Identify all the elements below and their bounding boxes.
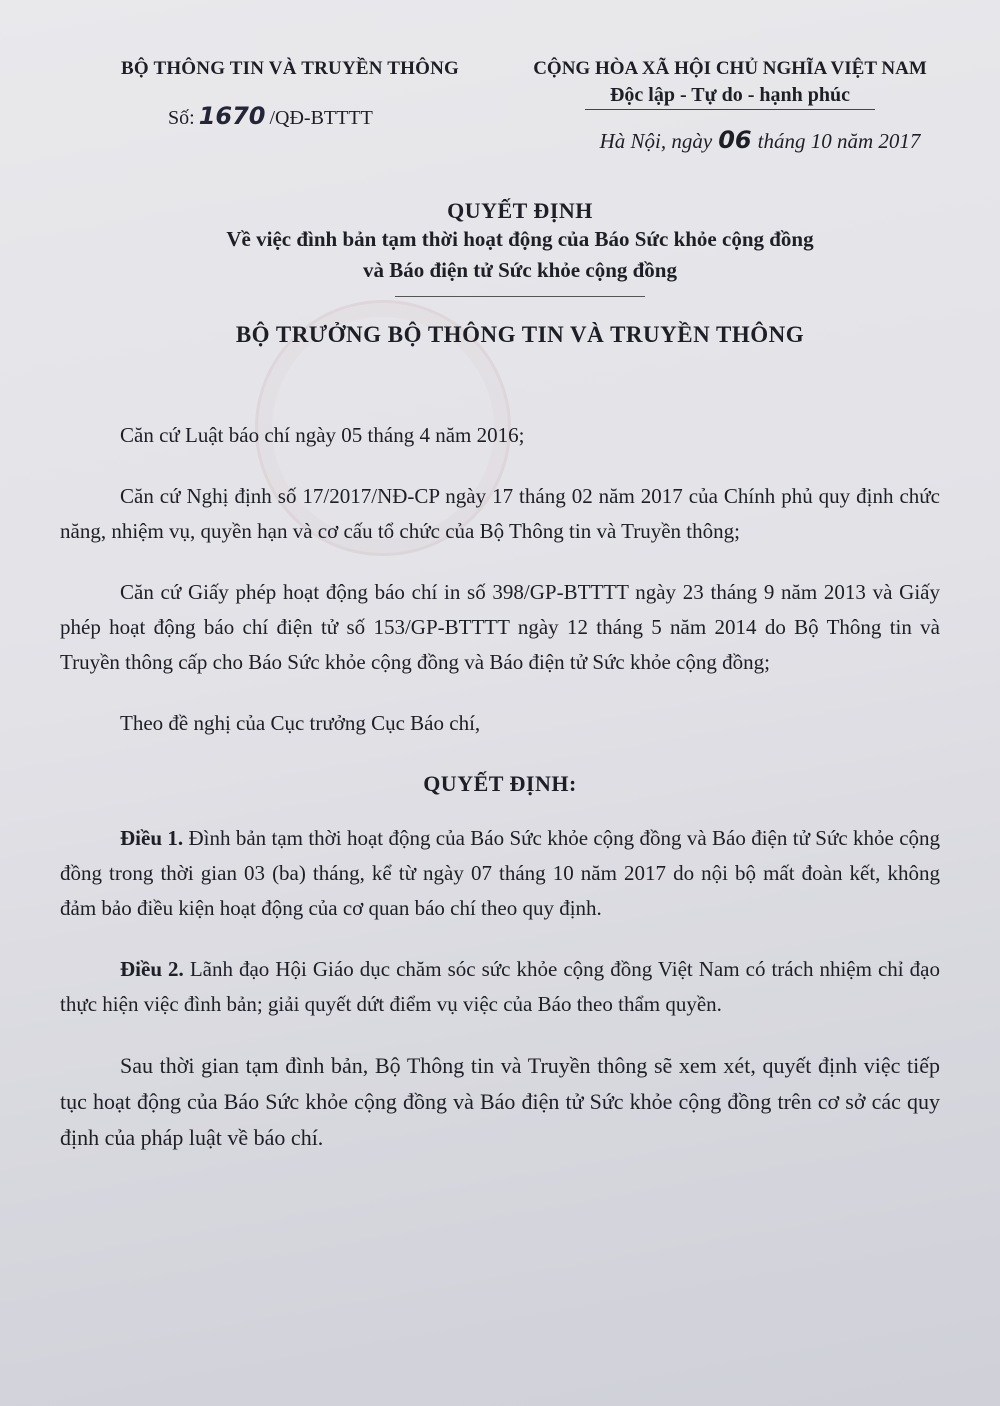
document-body xyxy=(60,418,940,1156)
header-left xyxy=(80,58,500,130)
issuing-authority: BỘ TRƯỞNG BỘ THÔNG TIN VÀ TRUYỀN THÔNG xyxy=(235,322,805,347)
article-1-label: Điều 1. xyxy=(120,826,184,850)
preamble-4: Theo đề nghị của Cục trưởng Cục Báo chí, xyxy=(120,711,481,735)
article-1 xyxy=(60,821,940,926)
date-day-handwritten: 06 xyxy=(718,126,752,154)
issuing-agency: BỘ THÔNG TIN VÀ TRUYỀN THÔNG xyxy=(120,58,459,79)
place-and-date xyxy=(500,126,960,154)
preamble-2: Căn cứ Nghị định số 17/2017/NĐ-CP ngày 17 tháng 02 năm 2017 của Chính phủ quy định chức năng, nhiệm vụ, quyền hạn và cơ cấu tổ chức của Bộ Thông tin và Truyền thông; xyxy=(60,484,940,543)
subject-line-1: Về việc đình bản tạm thời hoạt động của Báo Sức khỏe cộng đồng xyxy=(226,227,814,251)
closing-paragraph: Sau thời gian tạm đình bản, Bộ Thông tin và Truyền thông sẽ xem xét, quyết định việc tiếp tục hoạt động của Báo Sức khỏe cộng đồng và Báo điện tử Sức khỏe cộng đồng trên cơ sở các quy định của pháp luật về báo chí. xyxy=(60,1053,940,1150)
title-underline xyxy=(395,296,645,297)
place-date-prefix: Hà Nội, ngày xyxy=(599,129,713,153)
document-type: QUYẾT ĐỊNH xyxy=(447,198,593,223)
decision-heading: QUYẾT ĐỊNH: xyxy=(423,771,577,796)
motto-underline xyxy=(585,109,875,110)
article-2 xyxy=(60,952,940,1022)
subject-line-2: và Báo điện tử Sức khỏe cộng đồng xyxy=(362,258,677,282)
article-2-text: Lãnh đạo Hội Giáo dục chăm sóc sức khỏe cộng đồng Việt Nam có trách nhiệm chỉ đạo thực hiện việc đình bản; giải quyết dứt điểm vụ việc của Báo theo thẩm quyền. xyxy=(60,957,940,1016)
article-2-label: Điều 2. xyxy=(120,957,184,981)
document-number xyxy=(80,102,500,130)
article-1-text: Đình bản tạm thời hoạt động của Báo Sức khỏe cộng đồng và Báo điện tử Sức khỏe cộng đồng trong thời gian 03 (ba) tháng, kể từ ngày 07 tháng 10 năm 2017 do nội bộ mất đoàn kết, không đảm bảo điều kiện hoạt động của cơ quan báo chí theo quy định. xyxy=(60,826,941,920)
doc-number-suffix: /QĐ-BTTTT xyxy=(269,107,373,129)
national-title: CỘNG HÒA XÃ HỘI CHỦ NGHĨA VIỆT NAM xyxy=(533,58,927,79)
doc-number-handwritten: 1670 xyxy=(198,102,266,130)
national-motto: Độc lập - Tự do - hạnh phúc xyxy=(609,84,851,106)
header-right xyxy=(500,58,960,154)
preamble-1: Căn cứ Luật báo chí ngày 05 tháng 4 năm 2016; xyxy=(120,423,525,447)
doc-number-prefix: Số: xyxy=(168,107,195,129)
document-title-block xyxy=(100,198,940,297)
place-date-suffix: tháng 10 năm 2017 xyxy=(757,129,921,153)
preamble-3: Căn cứ Giấy phép hoạt động báo chí in số 398/GP-BTTTT ngày 23 tháng 9 năm 2013 và Giấy phép hoạt động báo chí điện tử số 153/GP-BTTTT ngày 12 tháng 5 năm 2014 do Bộ Thông tin và Truyền thông cấp cho Báo Sức khỏe cộng đồng và Báo điện tử Sức khỏe cộng đồng; xyxy=(60,580,940,674)
